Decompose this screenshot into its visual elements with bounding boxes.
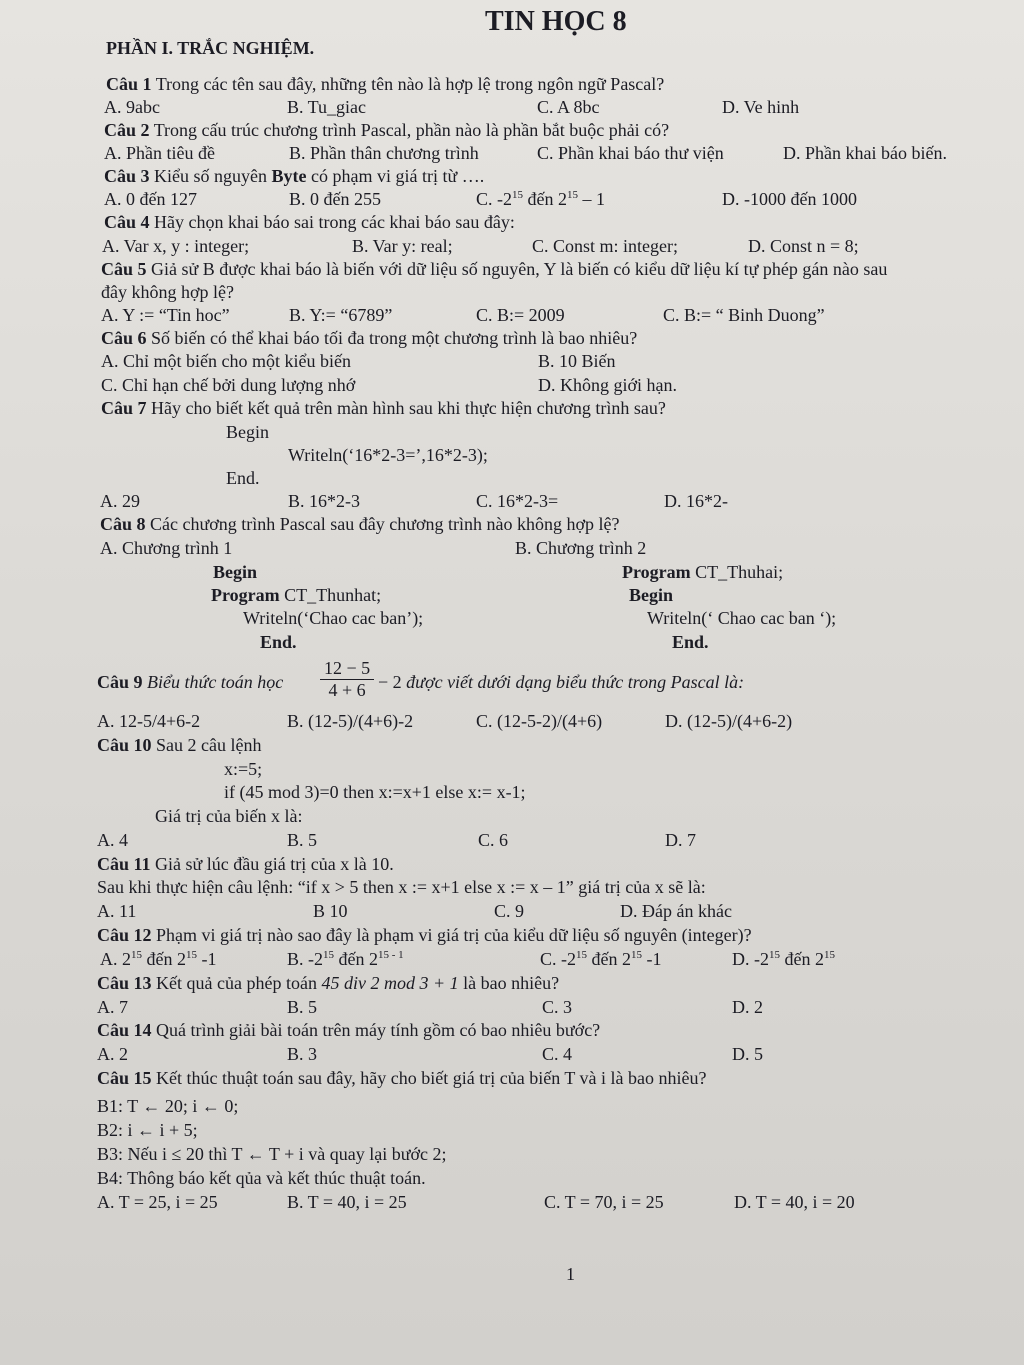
q15-option-d[interactable]: D. T = 40, i = 20 [734,1192,855,1212]
question-2: Câu 2 Trong cấu trúc chương trình Pascal, phần nào là phần bắt buộc phải có? [104,120,670,140]
q8-option-b[interactable]: B. Chương trình 2 [515,538,647,558]
q15-step-3: B3: Nếu i ≤ 20 thì T ← T + i và quay lại bước 2; [97,1144,447,1164]
q8-prog1-begin: Begin [213,562,258,582]
q2-option-d[interactable]: D. Phần khai báo biến. [783,143,947,163]
q10-option-b[interactable]: B. 5 [287,830,318,850]
q12-option-b[interactable]: B. $-2^{15}$ đến 2$^{15 - 1}$ [287,949,404,969]
q9-option-c[interactable]: C. (12-5-2)/(4+6) [476,711,603,731]
q2-option-c[interactable]: C. Phần khai báo thư viện [537,143,724,163]
q7-code-begin: Begin [226,422,269,442]
q15-step-1: B1: T ← 20; i ← 0; [97,1096,239,1116]
q11-option-d[interactable]: D. Đáp án khác [620,901,732,921]
question-5-cont: đây không hợp lệ? [101,282,234,302]
q12-option-c[interactable]: C. $-2^{15}$ đến $2^{15}$ -1 [540,949,662,969]
q3-option-c[interactable]: C. $-2^{15}$ đến $2^{15} - 1$ [476,189,605,209]
q6-option-c[interactable]: C. Chỉ hạn chế bởi dung lượng nhớ [101,375,356,395]
q1-option-a[interactable]: A. 9abc [104,97,160,117]
q7-code-end: End. [226,468,260,488]
q8-prog2-end: End. [672,632,709,652]
q8-prog2-begin: Begin [629,585,674,605]
question-9-label: Câu 9 Biểu thức toán học [97,672,284,692]
q8-prog2-writeln: Writeln(‘ Chao cac ban ‘); [647,608,837,628]
q8-prog1-end: End. [260,632,297,652]
q14-option-a[interactable]: A. 2 [97,1044,128,1064]
q8-option-a[interactable]: A. Chương trình 1 [100,538,233,558]
q9-option-b[interactable]: B. (12-5)/(4+6)-2 [287,711,414,731]
q10-code-if: if (45 mod 3)=0 then x:=x+1 else x:= x-1; [224,782,526,802]
question-8: Câu 8 Các chương trình Pascal sau đây chương trình nào không hợp lệ? [100,514,620,534]
page-title: TIN HỌC 8 [485,6,627,37]
q2-option-a[interactable]: A. Phần tiêu đề [104,143,215,163]
question-3: Câu 3 Kiểu số nguyên Byte có phạm vi giá trị từ …. [104,166,485,186]
q10-option-c[interactable]: C. 6 [478,830,509,850]
q7-option-b[interactable]: B. 16*2-3 [288,491,360,511]
question-11: Câu 11 Giả sử lúc đầu giá trị của x là 10. [97,854,394,874]
question-4: Câu 4 Hãy chọn khai báo sai trong các khai báo sau đây: [104,212,515,232]
q4-option-c[interactable]: C. Const m: integer; [532,236,678,256]
q5-option-a[interactable]: A. Y := “Tin hoc” [101,305,230,325]
q14-option-b[interactable]: B. 3 [287,1044,318,1064]
q9-denominator: 4 + 6 [320,679,374,701]
q8-prog2-program: Program CT_Thuhai; [622,562,784,582]
q4-option-a[interactable]: A. Var x, y : integer; [102,236,250,256]
page-number: 1 [566,1264,575,1284]
question-7: Câu 7 Hãy cho biết kết quả trên màn hình sau khi thực hiện chương trình sau? [101,398,666,418]
q7-option-a[interactable]: A. 29 [100,491,140,511]
q7-code-writeln: Writeln(‘16*2-3=’,16*2-3); [288,445,488,465]
q4-option-b[interactable]: B. Var y: real; [352,236,453,256]
q14-option-c[interactable]: C. 4 [542,1044,573,1064]
q15-step-4: B4: Thông báo kết qủa và kết thúc thuật toán. [97,1168,426,1188]
q2-option-b[interactable]: B. Phần thân chương trình [289,143,479,163]
q5-option-c[interactable]: C. B:= 2009 [476,305,565,325]
q1-option-b[interactable]: B. Tu_giac [287,97,367,117]
q10-code-assign: x:=5; [224,759,263,779]
q1-option-d[interactable]: D. Ve hinh [722,97,800,117]
q11-option-a[interactable]: A. 11 [97,901,137,921]
q13-option-b[interactable]: B. 5 [287,997,318,1017]
question-9-rest: − 2 được viết dưới dạng biểu thức trong Pascal là: [378,672,745,692]
q6-option-a[interactable]: A. Chỉ một biến cho một kiểu biến [101,351,351,371]
question-5: Câu 5 Giả sử B được khai báo là biến với dữ liệu số nguyên, Y là biến có kiểu dữ liệu kí tự phép gán nào sau [101,259,888,279]
q6-option-b[interactable]: B. 10 Biến [538,351,616,371]
question-11-cont: Sau khi thực hiện câu lệnh: “if x > 5 then x := x+1 else x := x – 1” giá trị của x sẽ là: [97,877,706,897]
q7-option-c[interactable]: C. 16*2-3= [476,491,559,511]
q13-option-d[interactable]: D. 2 [732,997,763,1017]
q12-option-d[interactable]: D. $-2^{15}$ đến $2^{15}$ [732,949,835,969]
q3-option-b[interactable]: B. 0 đến 255 [289,189,381,209]
q5-option-d[interactable]: C. B:= “ Binh Duong” [663,305,825,325]
question-13: Câu 13 Kết quả của phép toán 45 div 2 mod 3 + 1 là bao nhiêu? [97,973,560,993]
q6-option-d[interactable]: D. Không giới hạn. [538,375,678,395]
question-12: Câu 12 Phạm vi giá trị nào sao đây là phạm vi giá trị của kiểu dữ liệu số nguyên (integer)? [97,925,752,945]
q7-option-d[interactable]: D. 16*2- [664,491,728,511]
q9-fraction [320,658,374,701]
q15-option-c[interactable]: C. T = 70, i = 25 [544,1192,664,1212]
question-10: Câu 10 Sau 2 câu lệnh [97,735,262,755]
q10-option-d[interactable]: D. 7 [665,830,696,850]
q13-option-a[interactable]: A. 7 [97,997,128,1017]
q8-prog1-writeln: Writeln(‘Chao cac ban’); [243,608,424,628]
question-15: Câu 15 Kết thúc thuật toán sau đây, hãy cho biết giá trị của biến T và i là bao nhiêu? [97,1068,707,1088]
q4-option-d[interactable]: D. Const n = 8; [748,236,859,256]
q3-option-d[interactable]: D. -1000 đến 1000 [722,189,857,209]
q8-prog1-program: Program CT_Thunhat; [211,585,382,605]
q15-step-2: B2: i ← i + 5; [97,1120,198,1140]
q5-option-b[interactable]: B. Y:= “6789” [289,305,393,325]
q3-option-a[interactable]: A. 0 đến 127 [104,189,197,209]
q12-option-a[interactable]: A. $2^{15}$ đến $2^{15}$ -1 [100,949,217,969]
q11-option-c[interactable]: C. 9 [494,901,525,921]
question-10-prompt: Giá trị của biến x là: [155,806,303,826]
q9-option-d[interactable]: D. (12-5)/(4+6-2) [665,711,793,731]
q9-option-a[interactable]: A. 12-5/4+6-2 [97,711,201,731]
q13-option-c[interactable]: C. 3 [542,997,573,1017]
question-6: Câu 6 Số biến có thể khai báo tối đa trong một chương trình là bao nhiêu? [101,328,638,348]
q14-option-d[interactable]: D. 5 [732,1044,763,1064]
section-heading: PHẦN I. TRẮC NGHIỆM. [106,38,315,58]
question-14: Câu 14 Quá trình giải bài toán trên máy tính gồm có bao nhiêu bước? [97,1020,601,1040]
question-1: Câu 1 Trong các tên sau đây, những tên nào là hợp lệ trong ngôn ngữ Pascal? [106,74,665,94]
q10-option-a[interactable]: A. 4 [97,830,128,850]
q11-option-b[interactable]: B 10 [313,901,348,921]
q15-option-b[interactable]: B. T = 40, i = 25 [287,1192,407,1212]
q9-numerator: 12 − 5 [324,658,371,678]
q1-option-c[interactable]: C. A 8bc [537,97,600,117]
q15-option-a[interactable]: A. T = 25, i = 25 [97,1192,218,1212]
